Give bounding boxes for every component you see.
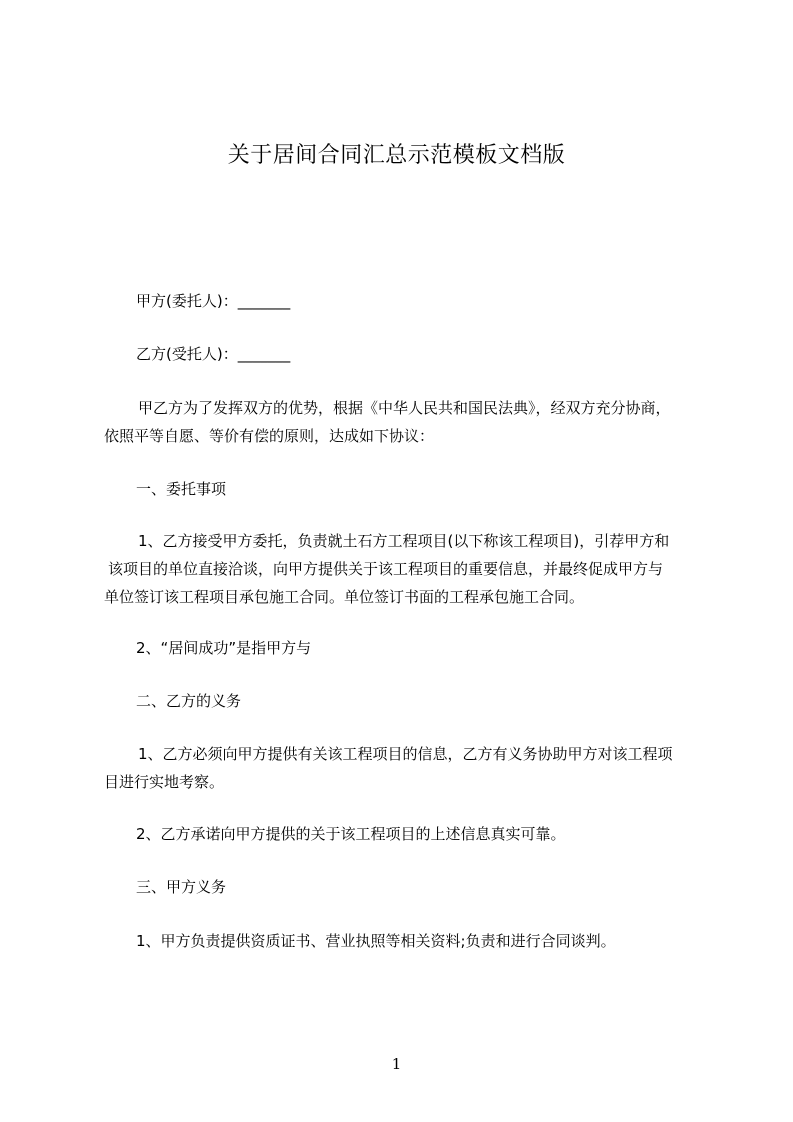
section-2-item-2 (104, 820, 716, 848)
section-1-heading (104, 475, 716, 503)
section-2-item-1-line-2: 目进行实地考察。 (104, 773, 225, 791)
section-3-heading (104, 873, 716, 901)
section-1-item-1-line-1: 1、乙方接受甲方委托，负责就土石方工程项目(以下称该工程项目)，引荐甲方和 (138, 532, 670, 550)
party-a-text: 甲方(委托人)：_______ (136, 292, 291, 310)
section-2-item-2-text: 2、乙方承诺向甲方提供的关于该工程项目的上述信息真实可靠。 (136, 825, 566, 843)
section-1-item-1 (104, 527, 716, 611)
party-b-text: 乙方(受托人)：_______ (136, 345, 291, 363)
party-b-line (104, 340, 716, 368)
section-2-heading (104, 687, 716, 715)
section-2-item-1-line-1: 1、乙方必须向甲方提供有关该工程项目的信息，乙方有义务协助甲方对该工程项 (138, 745, 673, 763)
section-1-item-1-line-3: 单位签订该工程项目承包施工合同。单位签订书面的工程承包施工合同。 (104, 588, 585, 606)
section-2-item-1 (104, 740, 716, 796)
section-3-heading-text: 三、甲方义务 (136, 878, 227, 896)
intro-line-2: 依照平等自愿、等价有偿的原则，达成如下协议： (104, 427, 435, 445)
intro-paragraph (104, 394, 716, 450)
section-3-item-1 (104, 927, 716, 955)
section-1-heading-text: 一、委托事项 (136, 480, 227, 498)
section-1-item-2-text: 2、“居间成功”是指甲方与 (136, 639, 312, 657)
section-1-item-2 (104, 634, 716, 662)
section-3-item-1-text: 1、甲方负责提供资质证书、营业执照等相关资料;负责和进行合同谈判。 (136, 932, 616, 950)
party-a-line (104, 287, 716, 315)
intro-line-1: 甲乙方为了发挥双方的优势，根据《中华人民共和国民法典》，经双方充分协商， (138, 399, 671, 417)
section-2-heading-text: 二、乙方的义务 (136, 692, 242, 710)
section-1-item-1-line-2: 该项目的单位直接洽谈，向甲方提供关于该工程项目的重要信息，并最终促成甲方与 (108, 560, 664, 578)
page-number: 1 (391, 1055, 402, 1073)
document-title: 关于居间合同汇总示范模板文档版 (227, 143, 566, 168)
